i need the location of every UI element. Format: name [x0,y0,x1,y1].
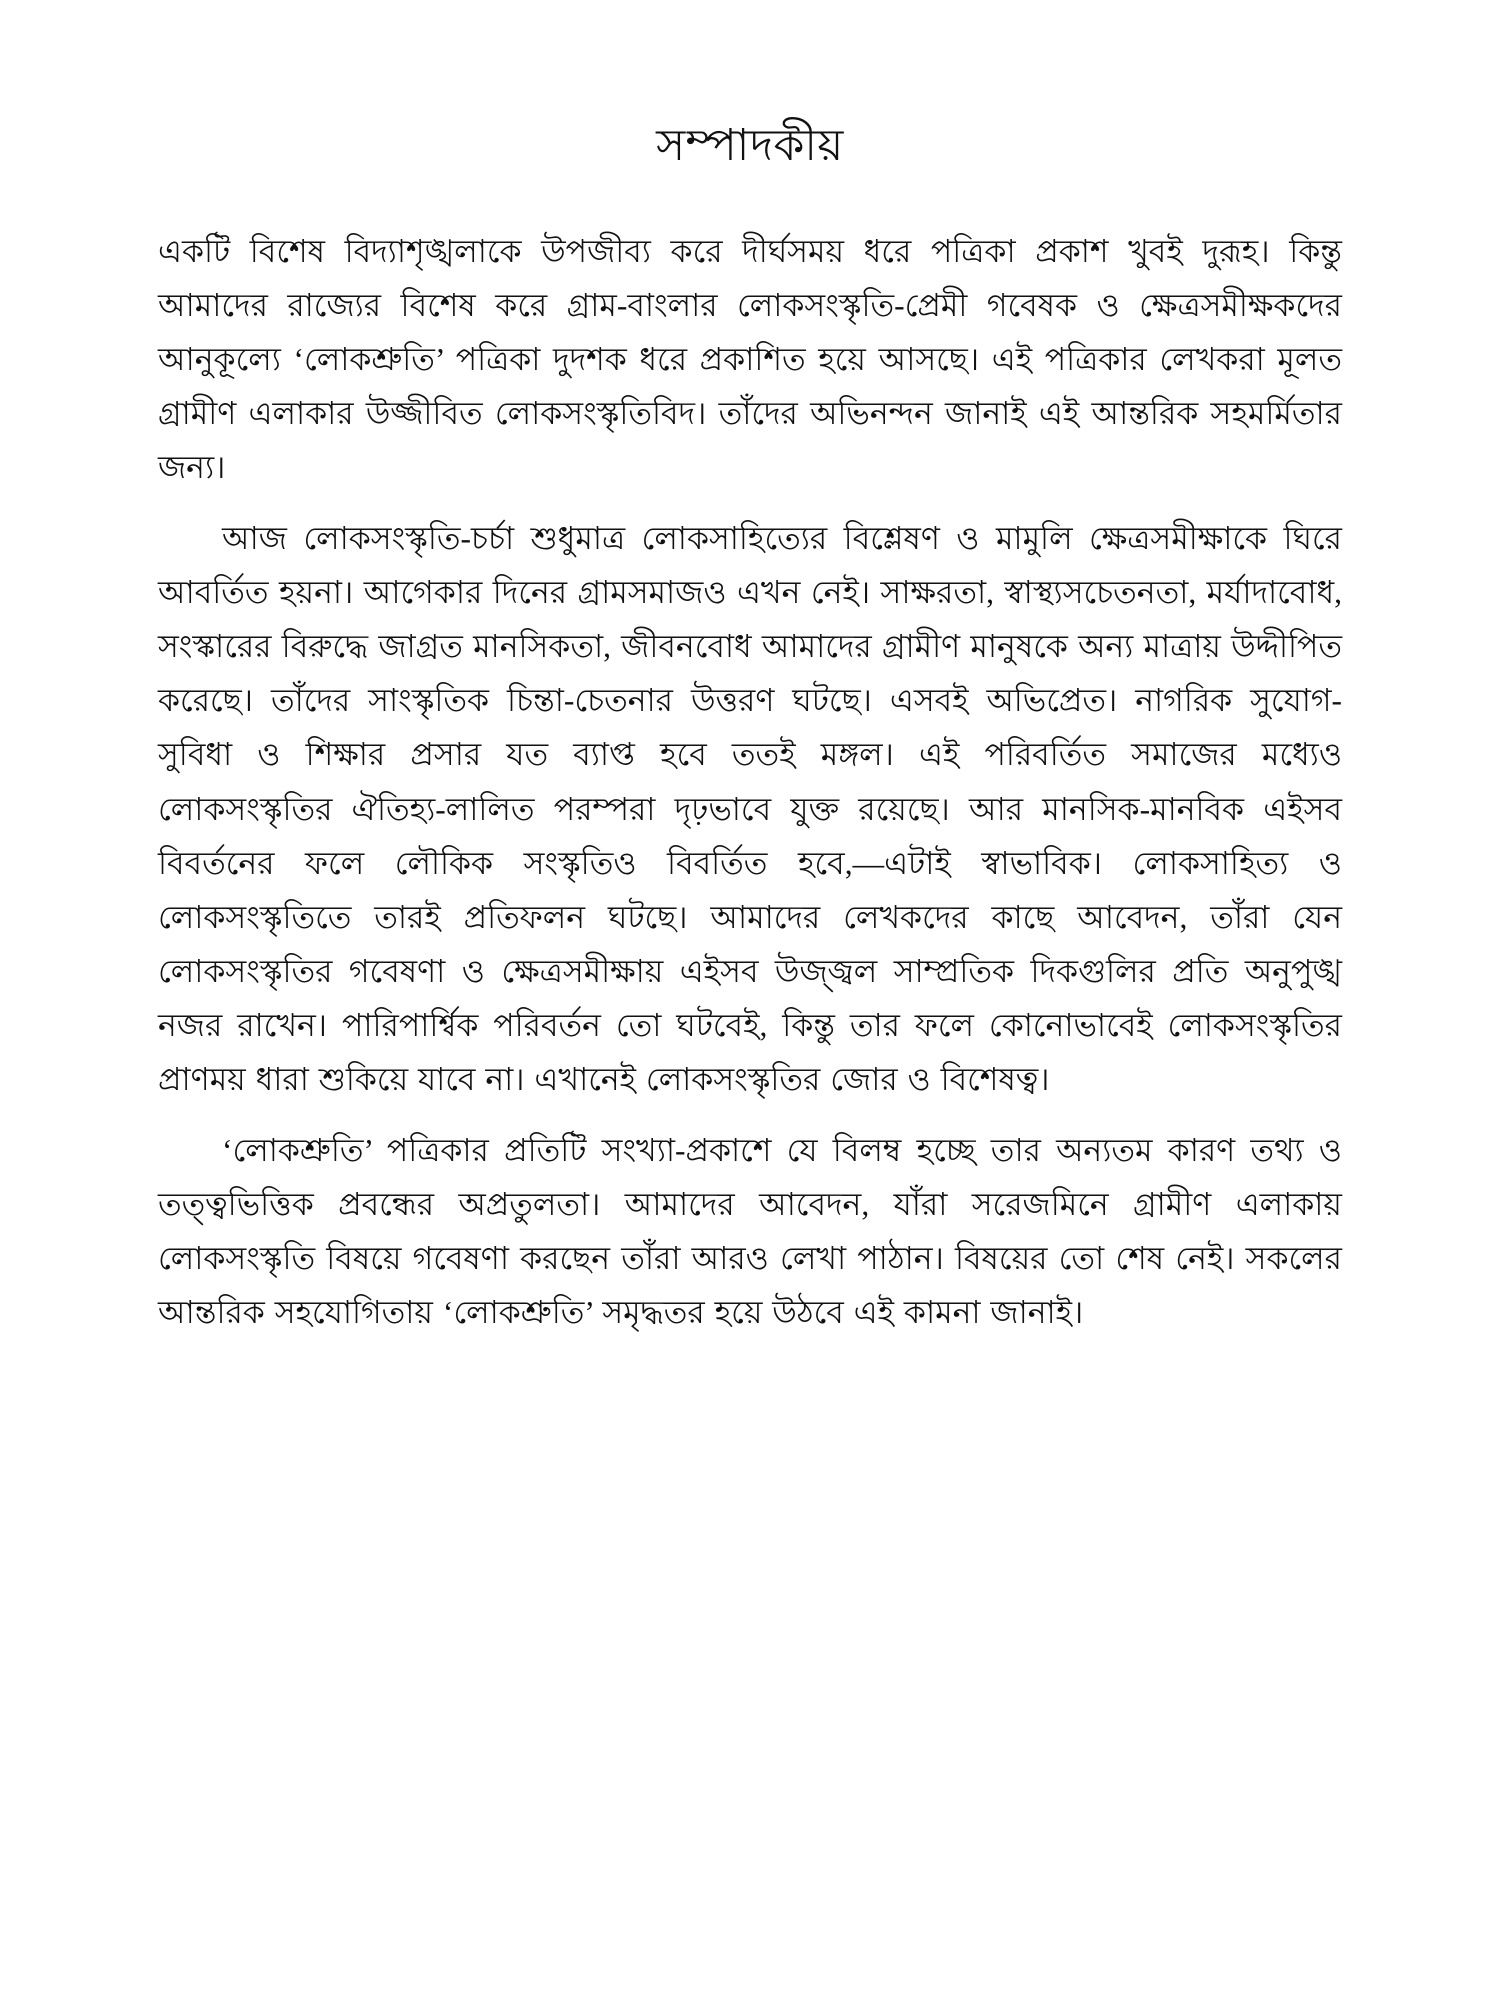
page-title: সম্পাদকীয় [656,121,844,170]
paragraph-1: একটি বিশেষ বিদ্যাশৃঙ্খলাকে উপজীব্য করে দীর্ঘসময় ধরে পত্রিকা প্রকাশ খুবই দুরূহ। কিন্তু আমাদের রাজ্যের বিশেষ করে গ্রাম-বাংলার লোকসংস্কৃতি-প্রেমী গবেষক ও ক্ষেত্রসমীক্ষকদের আনুকূল্যে ‘লোকশ্রুতি’ পত্রিকা দুদশক ধরে প্রকাশিত হয়ে আসছে। এই পত্রিকার লেখকরা মূলত গ্রামীণ এলাকার উজ্জীবিত লোকসংস্কৃতিবিদ। তাঁদের অভিনন্দন জানাই এই আন্তরিক সহমর্মিতার জন্য। [158,233,1342,486]
paragraph-3: ‘লোকশ্রুতি’ পত্রিকার প্রতিটি সংখ্যা-প্রকাশে যে বিলম্ব হচ্ছে তার অন্যতম কারণ তথ্য ও তত্ত্বভিত্তিক প্রবন্ধের অপ্রতুলতা। আমাদের আবেদন, যাঁরা সরেজমিনে গ্রামীণ এলাকায় লোকসংস্কৃতি বিষয়ে গবেষণা করছেন তাঁরা আরও লেখা পাঠান। বিষয়ের তো শেষ নেই। সকলের আন্তরিক সহযোগিতায় ‘লোকশ্রুতি’ সমৃদ্ধতর হয়ে উঠবে এই কামনা জানাই। [158,1132,1342,1331]
paragraph-2: আজ লোকসংস্কৃতি-চর্চা শুধুমাত্র লোকসাহিত্যের বিশ্লেষণ ও মামুলি ক্ষেত্রসমীক্ষাকে ঘিরে আবর্তিত হয়না। আগেকার দিনের গ্রামসমাজও এখন নেই। সাক্ষরতা, স্বাস্থ্যসচেতনতা, মর্যাদাবোধ, সংস্কারের বিরুদ্ধে জাগ্রত মানসিকতা, জীবনবোধ আমাদের গ্রামীণ মানুষকে অন্য মাত্রায় উদ্দীপিত করেছে। তাঁদের সাংস্কৃতিক চিন্তা-চেতনার উত্তরণ ঘটছে। এসবই অভিপ্রেত। নাগরিক সুযোগ-সুবিধা ও শিক্ষার প্রসার যত ব্যাপ্ত হবে ততই মঙ্গল। এই পরিবর্তিত সমাজের মধ্যেও লোকসংস্কৃতির ঐতিহ্য-লালিত পরম্পরা দৃঢ়ভাবে যুক্ত রয়েছে। আর মানসিক-মানবিক এইসব বিবর্তনের ফলে লৌকিক সংস্কৃতিও বিবর্তিত হবে,—এটাই স্বাভাবিক। লোকসাহিত্য ও লোকসংস্কৃতিতে তারই প্রতিফলন ঘটছে। আমাদের লেখকদের কাছে আবেদন, তাঁরা যেন লোকসংস্কৃতির গবেষণা ও ক্ষেত্রসমীক্ষায় এইসব উজ্জ্বল সাম্প্রতিক দিকগুলির প্রতি অনুপুঙ্খ নজর রাখেন। পারিপার্শ্বিক পরিবর্তন তো ঘটবেই, কিন্তু তার ফলে কোনোভাবেই লোকসংস্কৃতির প্রাণময় ধারা শুকিয়ে যাবে না। এখানেই লোকসংস্কৃতির জোর ও বিশেষত্ব। [158,520,1342,1098]
